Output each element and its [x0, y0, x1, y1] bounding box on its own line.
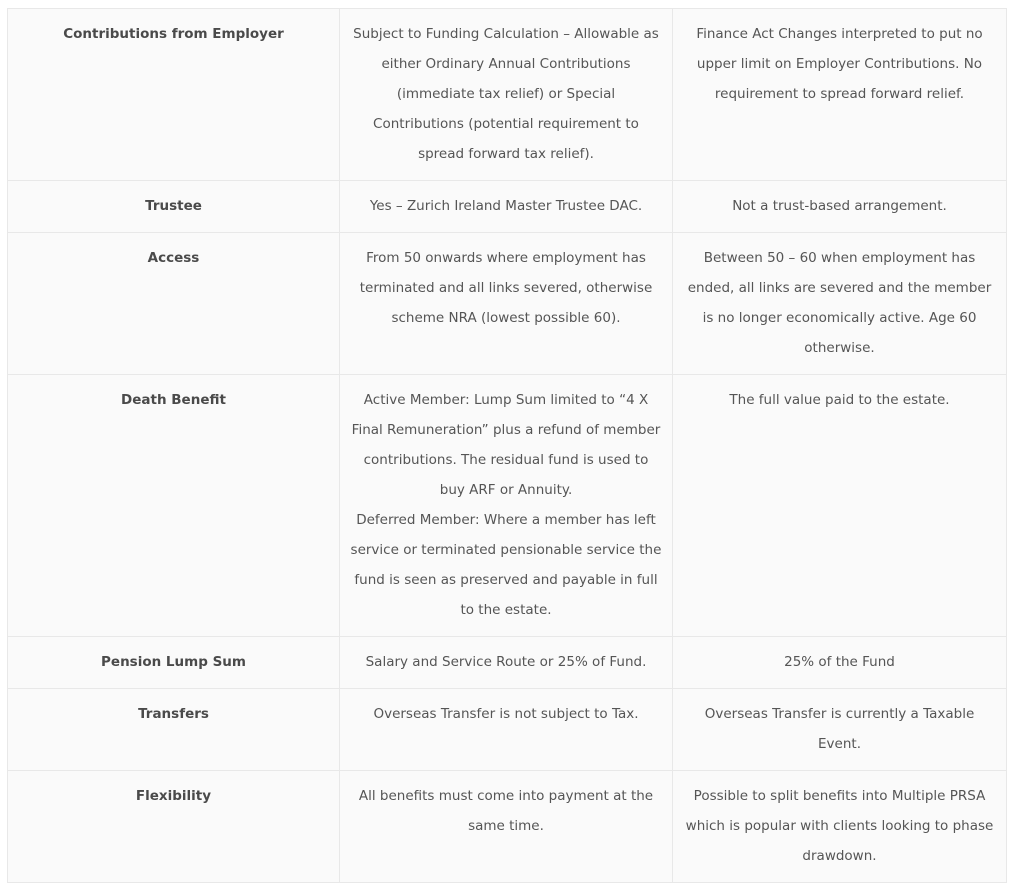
- cell-text: Deferred Member: Where a member has left service or terminated pensionable service the fund is seen as preserved and payable in full to the estate.: [350, 512, 662, 618]
- table-row: [8, 181, 1007, 233]
- cell-text: Salary and Service Route or 25% of Fund.: [365, 654, 647, 670]
- column-3-cell: [673, 375, 1007, 637]
- cell-text: From 50 onwards where employment has terminated and all links severed, otherwise scheme NRA (lowest possible 60).: [359, 250, 653, 326]
- row-label: Flexibility: [8, 771, 340, 883]
- column-2-cell: [340, 181, 673, 233]
- comparison-table: [7, 8, 1007, 883]
- cell-text: Not a trust-based arrangement.: [732, 198, 947, 214]
- column-2-cell: [340, 375, 673, 637]
- column-2-cell: [340, 771, 673, 883]
- cell-text: Overseas Transfer is not subject to Tax.: [373, 706, 639, 722]
- column-3-cell: [673, 233, 1007, 375]
- cell-text: 25% of the Fund: [784, 654, 895, 670]
- column-2-cell: [340, 233, 673, 375]
- row-label: Death Benefit: [8, 375, 340, 637]
- cell-text: Active Member: Lump Sum limited to “4 X Final Remuneration” plus a refund of member contributions. The residual fund is used to buy ARF or Annuity.: [351, 392, 661, 498]
- cell-text: Between 50 – 60 when employment has ended, all links are severed and the member is no longer economically active. Age 60 otherwise.: [687, 250, 992, 356]
- cell-text: All benefits must come into payment at the same time.: [358, 788, 654, 834]
- column-3-cell: [673, 181, 1007, 233]
- column-3-cell: [673, 637, 1007, 689]
- column-2-cell: [340, 689, 673, 771]
- table-row: [8, 771, 1007, 883]
- table-row: [8, 689, 1007, 771]
- cell-text: The full value paid to the estate.: [729, 392, 950, 408]
- row-label: Pension Lump Sum: [8, 637, 340, 689]
- cell-text: Overseas Transfer is currently a Taxable Event.: [704, 706, 975, 752]
- row-label: Contributions from Employer: [8, 9, 340, 181]
- table-body: [8, 9, 1007, 883]
- column-3-cell: [673, 9, 1007, 181]
- cell-text: Yes – Zurich Ireland Master Trustee DAC.: [369, 198, 643, 214]
- cell-text: Finance Act Changes interpreted to put no upper limit on Employer Contributions. No requirement to spread forward relief.: [696, 26, 983, 102]
- table-row: [8, 233, 1007, 375]
- column-3-cell: [673, 689, 1007, 771]
- column-3-cell: [673, 771, 1007, 883]
- table-row: [8, 637, 1007, 689]
- column-2-cell: [340, 637, 673, 689]
- row-label: Access: [8, 233, 340, 375]
- table-row: [8, 375, 1007, 637]
- row-label: Trustee: [8, 181, 340, 233]
- cell-text: Subject to Funding Calculation – Allowable as either Ordinary Annual Contributions (immediate tax relief) or Special Contributions (potential requirement to spread forward tax relief).: [353, 26, 659, 162]
- column-2-cell: [340, 9, 673, 181]
- row-label: Transfers: [8, 689, 340, 771]
- table-row: [8, 9, 1007, 181]
- cell-text: Possible to split benefits into Multiple PRSA which is popular with clients looking to phase drawdown.: [685, 788, 994, 864]
